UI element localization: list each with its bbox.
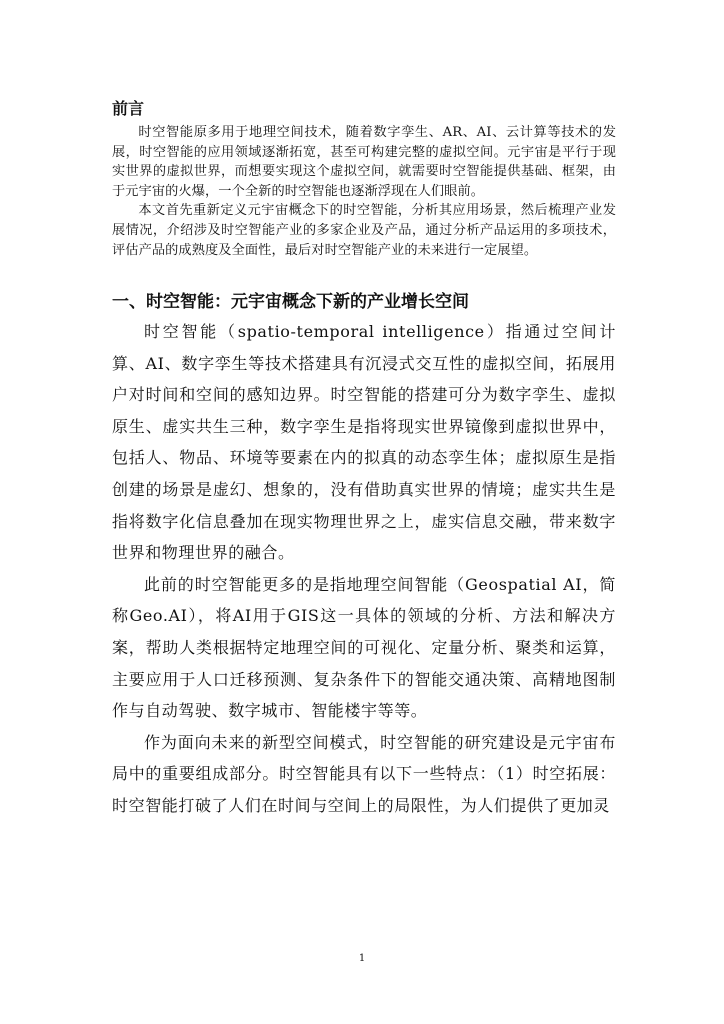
body-paragraph: 作为面向未来的新型空间模式，时空智能的研究建设是元宇宙布局中的重要组成部分。时空智能具有以下一些特点：（1）时空拓展：时空智能打破了人们在时间与空间上的局限性，为人们提供了更加灵 [112,732,616,815]
section-heading: 一、时空智能：元宇宙概念下新的产业增长空间 [112,292,469,312]
preface-title: 前言 [112,99,145,118]
body-paragraph: 此前的时空智能更多的是指地理空间智能（Geospatial AI，简称Geo.AI），将AI用于GIS这一具体的领域的分析、方法和解决方案，帮助人类根据特定地理空间的可视化、定量分析、聚类和运算，主要应用于人口迁移预测、复杂条件下的智能交通决策、高精地图制作与自动驾驶、数字城市、智能楼宇等等。 [112,574,616,721]
preface-body [112,123,616,260]
preface-paragraph: 本文首先重新定义元宇宙概念下的时空智能，分析其应用场景，然后梳理产业发展情况，介绍涉及时空智能产业的多家企业及产品，通过分析产品运用的多项技术，评估产品的成熟度及全面性，最后对时空智能产业的未来进行一定展望。 [112,203,616,258]
preface-paragraph: 时空智能原多用于地理空间技术，随着数字孪生、AR、AI、云计算等技术的发展，时空智能的应用领域逐渐拓宽，甚至可构建完整的虚拟空间。元宇宙是平行于现实世界的虚拟世界，而想要实现这个虚拟空间，就需要时空智能提供基础、框架，由于元宇宙的火爆，一个全新的时空智能也逐渐浮现在人们眼前。 [112,125,616,199]
body-paragraph: 时空智能（spatio-temporal intelligence）指通过空间计算、AI、数字孪生等技术搭建具有沉浸式交互性的虚拟空间，拓展用户对时间和空间的感知边界。时空智能的搭建可分为数字孪生、虚拟原生、虚实共生三种，数字孪生是指将现实世界镜像到虚拟世界中，包括人、物品、环境等要素在内的拟真的动态孪生体；虚拟原生是指创建的场景是虚幻、想象的，没有借助真实世界的情境；虚实共生是指将数字化信息叠加在现实物理世界之上，虚实信息交融，带来数字世界和物理世界的融合。 [112,322,616,563]
section-body [112,316,616,822]
page-number: 1 [358,953,366,964]
